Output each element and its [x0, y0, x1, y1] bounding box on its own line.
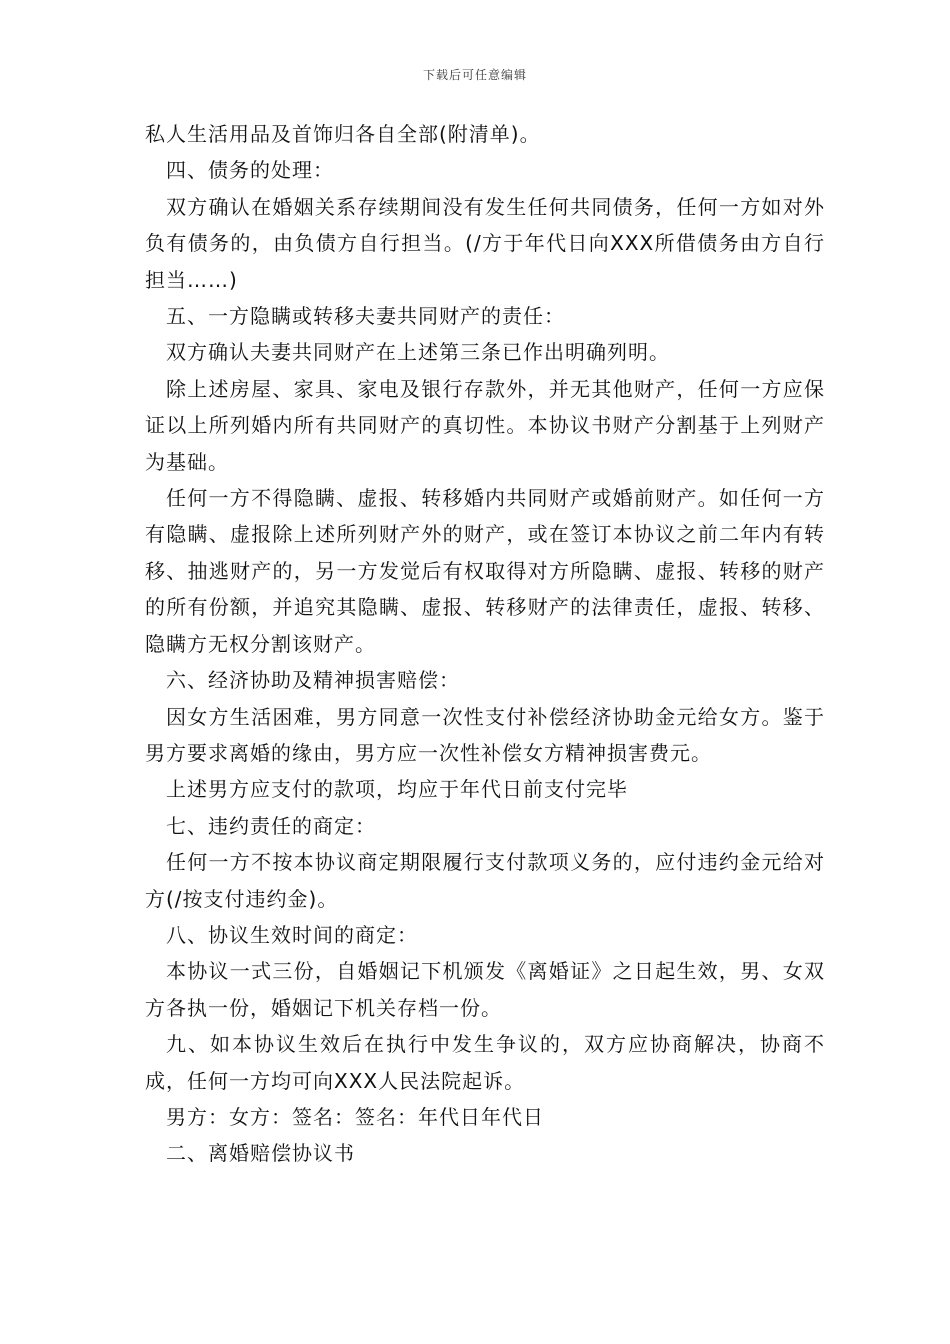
paragraph-dispute-resolution: 九、如本协议生效后在执行中发生争议的，双方应协商解决，协商不成，任何一方均可向XXX人民法院起诉。	[145, 1032, 825, 1093]
paragraph-copies-effective: 本协议一式三份，自婚姻记下机颁发《离婚证》之日起生效，男、女双方各执一份，婚姻记下机关存档一份。	[145, 959, 825, 1020]
paragraph-property-listed: 双方确认夫妻共同财产在上述第三条已作出明确列明。	[166, 340, 670, 365]
document-body	[145, 116, 825, 1172]
paragraph-assistance-compensation: 因女方生活困难，男方同意一次性支付补偿经济协助金元给女方。鉴于男方要求离婚的缘由，男方应一次性补偿女方精神损害费元。	[145, 704, 825, 765]
paragraph-breach-penalty: 任何一方不按本协议商定期限履行支付款项义务的，应付违约金元给对方(/按支付违约金)。	[145, 850, 825, 911]
paragraph-personal-items: 私人生活用品及首饰归各自全部(附清单)。	[145, 122, 541, 146]
heading-breach-liability: 七、违约责任的商定：	[166, 813, 376, 838]
heading-debt-handling: 四、债务的处理：	[166, 158, 334, 183]
paragraph-no-other-property: 除上述房屋、家具、家电及银行存款外，并无其他财产，任何一方应保证以上所列婚内所有共同财产的真切性。本协议书财产分割基于上列财产为基础。	[145, 376, 825, 474]
page-header-note: 下载后可任意编辑	[422, 68, 527, 82]
paragraph-payment-deadline: 上述男方应支付的款项，均应于年代日前支付完毕	[166, 777, 628, 802]
paragraph-no-concealment: 任何一方不得隐瞒、虚报、转移婚内共同财产或婚前财产。如任何一方有隐瞒、虚报除上述所列财产外的财产，或在签订本协议之前二年内有转移、抽逃财产的，另一方发觉后有权取得对方所隐瞒、虚报、转移的财产的所有份额，并追究其隐瞒、虚报、转移财产的法律责任，虚报、转移、隐瞒方无权分割该财产。	[145, 486, 825, 656]
heading-compensation-agreement: 二、离婚赔偿协议书	[166, 1141, 355, 1166]
heading-concealment-liability: 五、一方隐瞒或转移夫妻共同财产的责任：	[166, 304, 565, 329]
signature-line: 男方：女方：签名：签名：年代日年代日	[166, 1104, 544, 1129]
paragraph-debt-confirmation: 双方确认在婚姻关系存续期间没有发生任何共同债务，任何一方如对外负有债务的，由负债方自行担当。(/方于年代日向XXX所借债务由方自行担当……)	[145, 194, 825, 292]
heading-effective-time: 八、协议生效时间的商定：	[166, 922, 418, 947]
heading-economic-assistance: 六、经济协助及精神损害赔偿：	[166, 668, 460, 693]
